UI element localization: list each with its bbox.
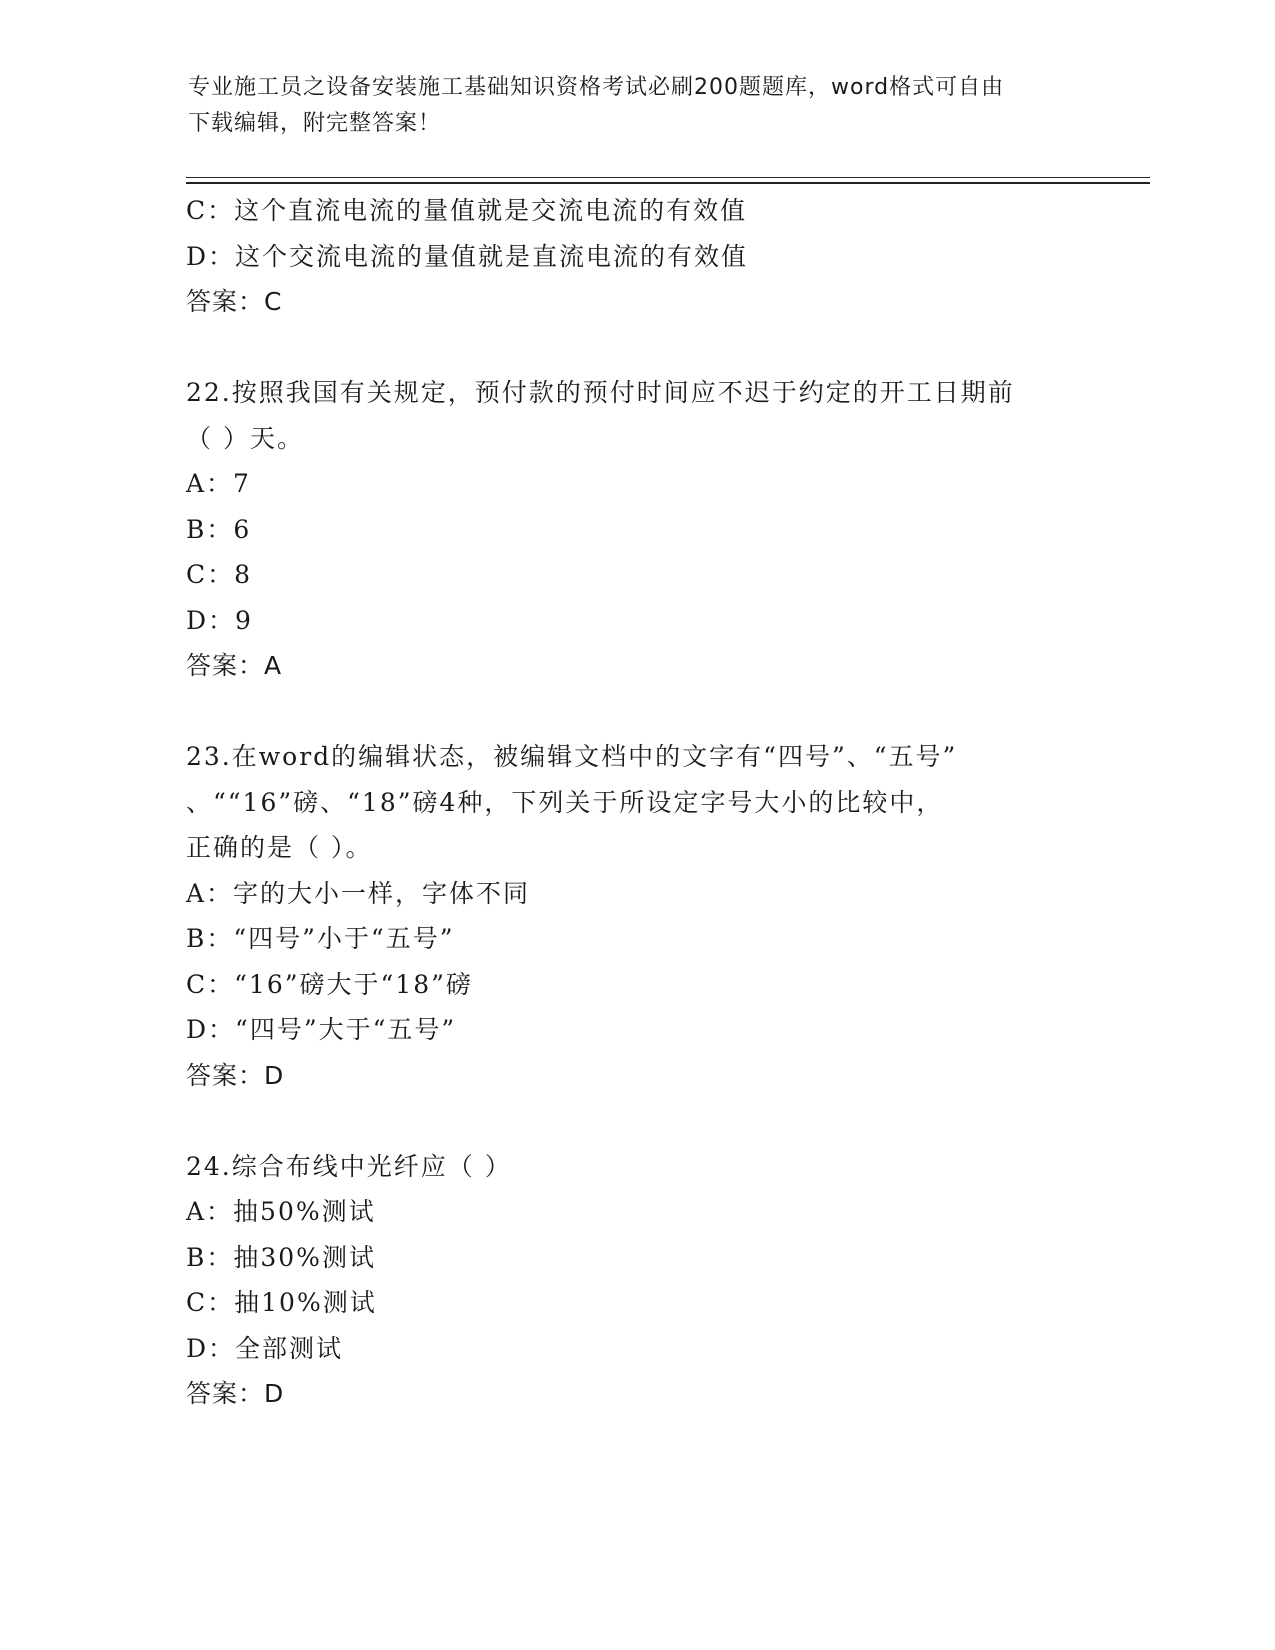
document-header (188, 70, 1088, 142)
question-stem-continued: （ ）天。 (186, 423, 304, 453)
option-b: B：抽30%测试 (186, 1242, 376, 1272)
question-block-22 (186, 370, 1106, 689)
question-block-21 (186, 188, 1106, 325)
header-divider-thin (186, 177, 1150, 178)
option-a: A：抽50%测试 (186, 1197, 376, 1226)
question-stem-continued: 、““16”磅、“18”磅4种，下列关于所设定字号大小的比较中， (186, 787, 944, 817)
question-block-24 (186, 1144, 1106, 1417)
option-a: A：字的大小一样，字体不同 (186, 878, 531, 908)
answer-line: 答案：D (186, 1060, 285, 1090)
option-d: D：这个交流电流的量值就是直流电流的有效值 (186, 241, 749, 271)
spacer (186, 1098, 1106, 1144)
option-d: D：9 (186, 605, 253, 635)
option-d: D：全部测试 (186, 1333, 344, 1363)
option-b: B：“四号”小于“五号” (186, 924, 455, 953)
header-divider-thick (186, 182, 1150, 184)
question-stem: 22.按照我国有关规定，预付款的预付时间应不迟于约定的开工日期前 (186, 378, 1015, 407)
option-c: C：这个直流电流的量值就是交流电流的有效值 (186, 196, 748, 225)
spacer (186, 325, 1106, 371)
question-block-23 (186, 734, 1106, 1098)
question-content (186, 188, 1106, 1417)
question-stem: 24.综合布线中光纤应（ ） (186, 1151, 512, 1181)
header-line-2: 下载编辑，附完整答案！ (188, 111, 442, 136)
answer-line: 答案：A (186, 651, 283, 680)
answer-line: 答案：C (186, 287, 283, 316)
spacer (186, 689, 1106, 735)
option-c: C：8 (186, 560, 253, 589)
option-c: C：抽10%测试 (186, 1288, 377, 1317)
header-line-1: 专业施工员之设备安装施工基础知识资格考试必刷200题题库，word格式可自由 (188, 75, 1005, 100)
question-stem-continued: 正确的是（ ）。 (186, 833, 373, 862)
option-d: D：“四号”大于“五号” (186, 1015, 457, 1044)
answer-line: 答案：D (186, 1379, 285, 1408)
question-stem: 23.在word的编辑状态，被编辑文档中的文字有“四号”、“五号” (186, 742, 958, 771)
option-c: C：“16”磅大于“18”磅 (186, 969, 473, 999)
option-b: B：6 (186, 514, 252, 544)
option-a: A：7 (186, 469, 251, 498)
